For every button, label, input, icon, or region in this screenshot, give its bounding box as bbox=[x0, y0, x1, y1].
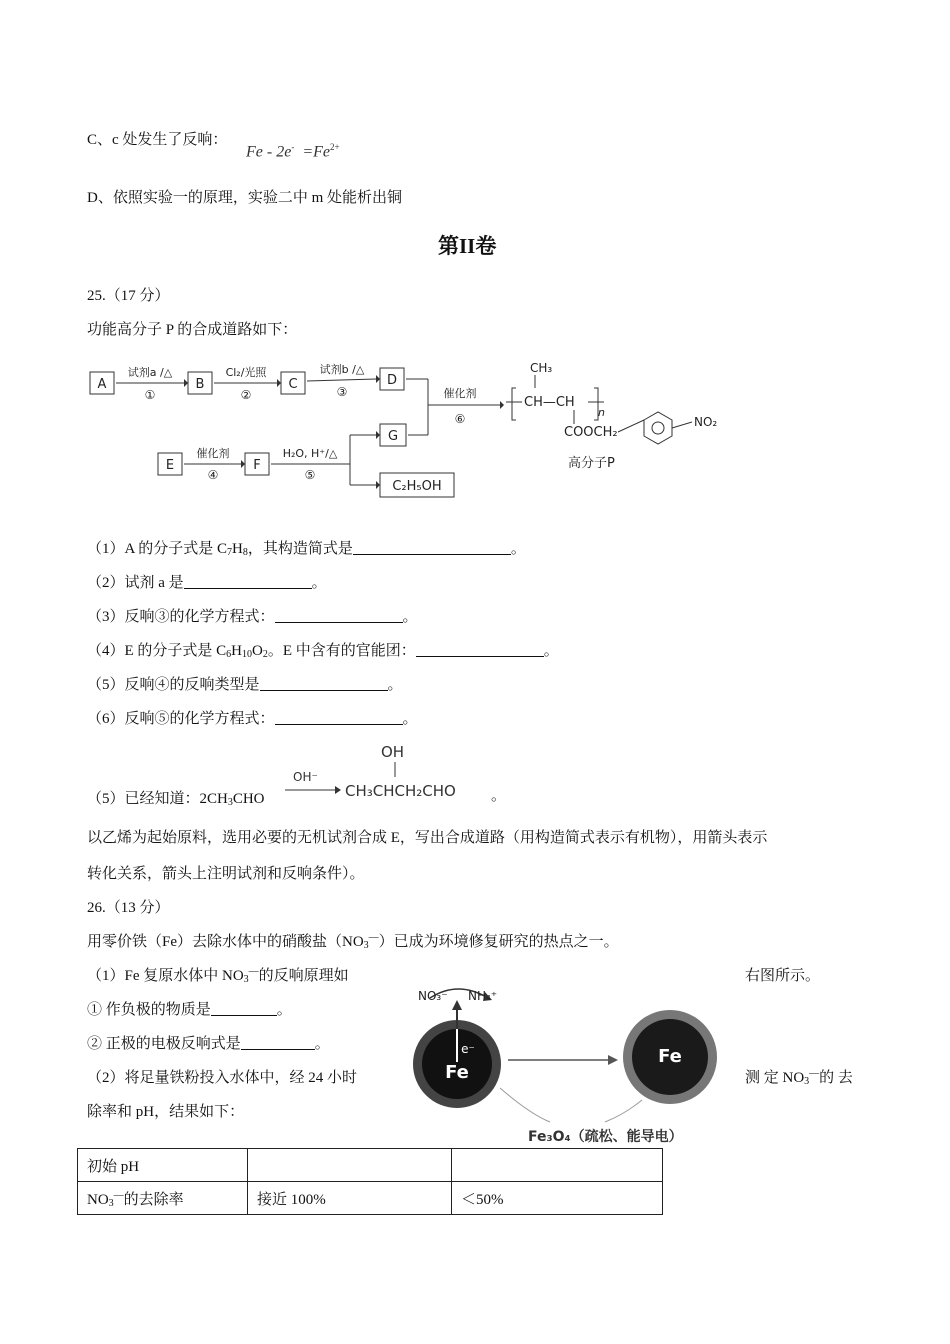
q26-1-1: ① 作负极的物质是 。 bbox=[87, 1002, 292, 1018]
svg-text:H₂O, H⁺/△: H₂O, H⁺/△ bbox=[282, 447, 338, 460]
svg-text:D: D bbox=[386, 373, 398, 388]
svg-text:Fe₃O₄（疏松、能导电）: Fe₃O₄（疏松、能导电） bbox=[528, 1129, 683, 1145]
table-cell bbox=[452, 1149, 663, 1182]
q26-header: 26.（13 分） bbox=[87, 900, 170, 916]
svg-text:CH—CH: CH—CH bbox=[524, 395, 575, 410]
svg-text:OH: OH bbox=[381, 743, 405, 761]
q25-7: （5）已经知道：$2CH_3CHO$ bbox=[87, 791, 265, 808]
table-cell bbox=[248, 1149, 452, 1182]
table-cell: $NO_3^—$的去除率 bbox=[78, 1182, 248, 1215]
section-title: 第II卷 bbox=[438, 234, 497, 258]
results-table bbox=[77, 1148, 663, 1215]
svg-text:n: n bbox=[598, 406, 605, 419]
svg-text:试剂b /△: 试剂b /△ bbox=[319, 363, 365, 376]
polymer-p-structure bbox=[506, 361, 717, 471]
svg-text:高分子P: 高分子P bbox=[568, 456, 615, 471]
q25-header: 25.（17 分） bbox=[87, 288, 170, 304]
svg-text:C: C bbox=[288, 377, 298, 392]
table-cell: ＜50% bbox=[452, 1182, 663, 1215]
known-reaction-figure bbox=[285, 740, 507, 806]
svg-text:B: B bbox=[195, 377, 205, 392]
svg-text:④: ④ bbox=[207, 468, 219, 482]
svg-text:Fe: Fe bbox=[445, 1062, 469, 1083]
answer-blank[interactable] bbox=[260, 676, 388, 691]
svg-text:A: A bbox=[97, 377, 107, 392]
svg-text:e⁻: e⁻ bbox=[461, 1042, 475, 1056]
svg-text:CH₃CHCH₂CHO: CH₃CHCH₂CHO bbox=[345, 782, 456, 800]
q25-4: （4）E 的分子式是 $C_6H_{10}O_2$。E 中含有的官能团： 。 bbox=[87, 643, 559, 660]
q26-1-2: ② 正极的电极反响式是 。 bbox=[87, 1036, 330, 1052]
q26-2: （2）将足量铁粉投入水体中，经 24 小时 bbox=[87, 1070, 358, 1086]
svg-text:。: 。 bbox=[491, 786, 507, 804]
option-c-equation: $Fe - 2e^- =Fe^{2+}$ bbox=[246, 142, 340, 161]
svg-text:E: E bbox=[165, 458, 175, 473]
q26-intro: 用零价铁（Fe）去除水体中的硝酸盐$(NO_3^—)$已成为环境修复研究的热点之一。 bbox=[87, 932, 619, 951]
q25-intro: 功能高分子 P 的合成道路如下： bbox=[87, 322, 298, 338]
svg-text:COOCH₂: COOCH₂ bbox=[564, 425, 618, 440]
svg-text:OH⁻: OH⁻ bbox=[293, 770, 318, 784]
table-cell: 初始 pH bbox=[78, 1149, 248, 1182]
svg-text:⑥: ⑥ bbox=[454, 412, 466, 426]
answer-blank[interactable] bbox=[275, 608, 403, 623]
svg-text:Cl₂/光照: Cl₂/光照 bbox=[225, 366, 267, 379]
svg-text:F: F bbox=[253, 458, 261, 473]
svg-text:⑤: ⑤ bbox=[304, 468, 316, 482]
svg-text:CH₃: CH₃ bbox=[530, 361, 553, 375]
table-row bbox=[78, 1149, 663, 1182]
svg-text:NH₄⁺: NH₄⁺ bbox=[468, 989, 498, 1003]
q26-2-cont: 除率和 pH，结果如下： bbox=[87, 1104, 245, 1120]
option-c bbox=[87, 128, 227, 149]
q26-1-right: 右图所示。 bbox=[745, 968, 821, 984]
q25-5: （5）反响④的反响类型是 。 bbox=[87, 677, 403, 693]
answer-blank[interactable] bbox=[275, 710, 403, 725]
q25-2: （2）试剂 a 是 。 bbox=[87, 575, 327, 591]
synthesis-scheme bbox=[88, 350, 748, 510]
svg-text:Fe: Fe bbox=[658, 1046, 682, 1067]
svg-text:C₂H₅OH: C₂H₅OH bbox=[392, 479, 442, 494]
table-cell: 接近 100% bbox=[248, 1182, 452, 1215]
answer-blank[interactable] bbox=[353, 540, 511, 555]
option-c-label: C、c 处发生了反响： bbox=[87, 132, 228, 148]
svg-text:G: G bbox=[387, 429, 399, 444]
svg-text:②: ② bbox=[240, 388, 252, 402]
svg-text:NO₂: NO₂ bbox=[694, 415, 718, 429]
q26-1: （1）Fe 复原水体中 $NO_3^—$的反响原理如 bbox=[87, 966, 349, 985]
answer-blank[interactable] bbox=[416, 642, 544, 657]
svg-text:试剂a /△: 试剂a /△ bbox=[127, 366, 173, 379]
q25-7-text-2: 转化关系，箭头上注明试剂和反响条件）。 bbox=[87, 866, 365, 882]
table-row bbox=[78, 1182, 663, 1215]
svg-text:催化剂: 催化剂 bbox=[443, 387, 477, 400]
q25-7-text-1: 以乙烯为起始原料，选用必要的无机试剂合成 E，写出合成道路（用构造简式表示有机物），用箭头表示 bbox=[87, 830, 768, 846]
q25-6: （6）反响⑤的化学方程式： 。 bbox=[87, 711, 418, 727]
answer-blank[interactable] bbox=[241, 1035, 315, 1050]
q26-2-right: 测 定 $NO_3^—$的 去 bbox=[745, 1068, 853, 1087]
q25-3: （3）反响③的化学方程式： 。 bbox=[87, 609, 418, 625]
svg-text:①: ① bbox=[144, 388, 156, 402]
svg-text:NO₃⁻: NO₃⁻ bbox=[418, 989, 448, 1003]
svg-text:③: ③ bbox=[336, 385, 348, 399]
svg-text:催化剂: 催化剂 bbox=[196, 447, 230, 460]
answer-blank[interactable] bbox=[184, 574, 312, 589]
q25-1: （1）A 的分子式是 $C_7H_8$，其构造简式是 。 bbox=[87, 541, 526, 558]
option-d: D、依照实验一的原理，实验二中 m 处能析出铜 bbox=[87, 190, 403, 206]
answer-blank[interactable] bbox=[211, 1001, 277, 1016]
fe-reaction-figure bbox=[410, 984, 730, 1146]
